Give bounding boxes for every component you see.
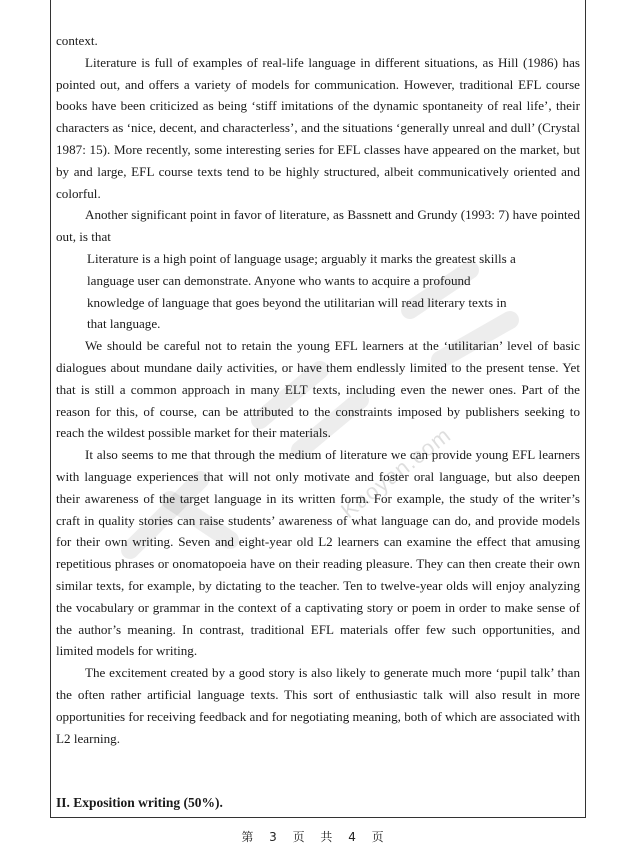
paragraph: It also seems to me that through the medium of literature we can provide young EFL learners with language experiences that will not only motivate and foster oral language, but also deepen their awareness of the target language in its written form. For example, the study of the writer’s craft in quality stories can raise students’ awareness of what language can do, and provide models for their own writing. Seven and eight-year old L2 learners can examine the effect that amusing repetitious phrases or onomatopoeia have on their reading pleasure. They can then create their own similar texts, for example, by dictating to the teacher. Ten to twelve-year olds will enjoy analyzing the vocabulary or grammar in the context of a captivating story or poem in order to make sense of the author’s meaning. In contrast, traditional EFL materials offer few such opportunities, and limited models for writing. [56, 447, 580, 659]
page-number-footer: 第 3 页 共 4 页 [241, 830, 390, 844]
paragraph: We should be careful not to retain the young EFL learners at the ‘utilitarian’ level of basic dialogues about mundane daily activities, or have them endlessly limited to the present tense. Yet that is still a common approach in many ELT texts, including even the newer ones. Part of the reason for this, of course, can be attributed to the constraints imposed by publishers seeking to reach the wildest possible market for their materials. [56, 338, 580, 441]
block-quote: Literature is a high point of language usage; arguably it marks the greatest skills a language user can demonstrate. Anyone who wants to acquire a profound knowledge of language that goes beyond the utilitarian will read literary texts in that language. [87, 250, 516, 332]
paragraph-fragment: context. [56, 33, 98, 48]
paragraph: The excitement created by a good story is also likely to generate much more ‘pupil talk’ than the often rather artificial language texts. This sort of enthusiastic talk will also result in more opportunities for receiving feedback and for negotiating meaning, both of which are associated with L2 learning. [56, 665, 580, 746]
watermark-text: Kaoyan.com [336, 422, 456, 524]
document-body [56, 30, 580, 749]
section-heading: II. Exposition writing (50%). [56, 795, 223, 810]
paragraph: Another significant point in favor of literature, as Bassnett and Grundy (1993: 7) have pointed out, is that [56, 207, 580, 245]
paragraph: Literature is full of examples of real-life language in different situations, as Hill (1986) has pointed out, and offers a variety of models for communication. However, traditional EFL course books have been criticized as being ‘stiff imitations of the dynamic spontaneity of real life’, their characters as ‘nice, decent, and characterless’, and the situations ‘generally unreal and dull’ (Crystal 1987: 15). More recently, some interesting series for EFL classes have appeared on the market, but by and large, EFL course texts tend to be highly structured, albeit communicatively oriented and colorful. [56, 54, 580, 201]
